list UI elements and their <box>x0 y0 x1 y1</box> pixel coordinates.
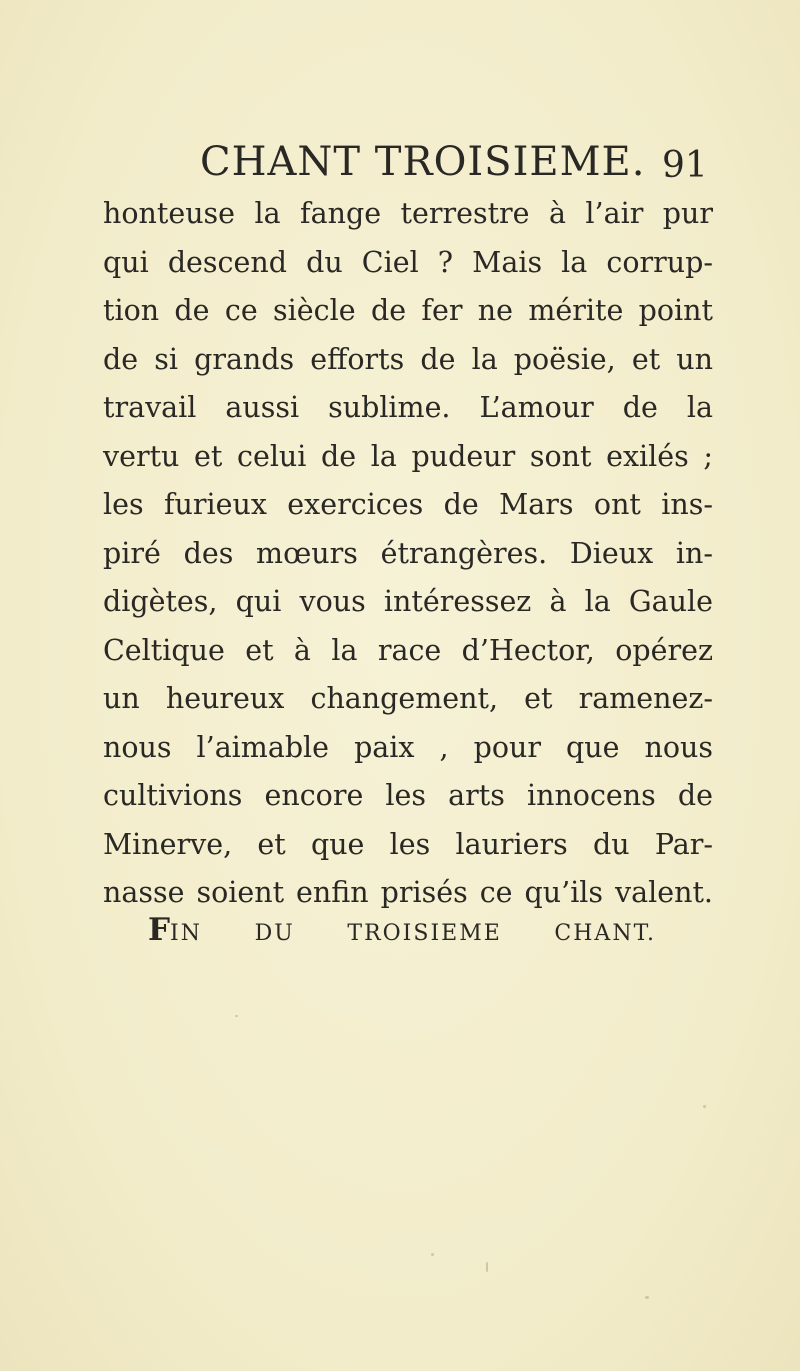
end-of-chapter-colophon <box>148 910 656 954</box>
text-line: travail aussi sublime. L’amour de la <box>103 391 713 424</box>
text-line: nasse soient enfin prisés ce qu’ils valent. <box>103 876 713 909</box>
text-line: digètes, qui vous intéressez à la Gaule <box>103 585 713 618</box>
paper-speck <box>703 1105 706 1108</box>
text-line: les furieux exercices de Mars ont ins- <box>103 488 713 521</box>
page-number: 91 <box>662 145 708 186</box>
text-line: honteuse la fange terrestre à l’air pur <box>103 197 713 230</box>
text-line: cultivions encore les arts innocens de <box>103 779 713 812</box>
running-head: CHANT TROISIEME. <box>200 139 646 185</box>
text-line: piré des mœurs étrangères. Dieux in- <box>103 536 713 570</box>
text-line: tion de ce siècle de fer ne mérite point <box>103 294 713 327</box>
body-text <box>103 190 713 918</box>
text-line: de si grands efforts de la poësie, et un <box>103 342 713 376</box>
text-line: nous l’aimable paix , pour que nous <box>103 730 713 764</box>
paper-speck <box>235 1015 238 1017</box>
text-line: un heureux changement, et ramenez- <box>103 682 713 715</box>
colophon-text: IN DU TROISIEME CHANT. <box>170 921 656 946</box>
text-line: vertu et celui de la pudeur sont exilés ; <box>103 439 713 473</box>
paper-speck <box>486 1262 488 1272</box>
paper-speck <box>431 1253 434 1256</box>
text-line: qui descend du Ciel ? Mais la corrup- <box>103 245 713 279</box>
colophon-initial: F <box>148 912 171 948</box>
text-line: Minerve, et que les lauriers du Par- <box>103 827 713 861</box>
paper-speck <box>645 1296 649 1299</box>
text-line: Celtique et à la race d’Hector, opérez <box>103 633 713 667</box>
